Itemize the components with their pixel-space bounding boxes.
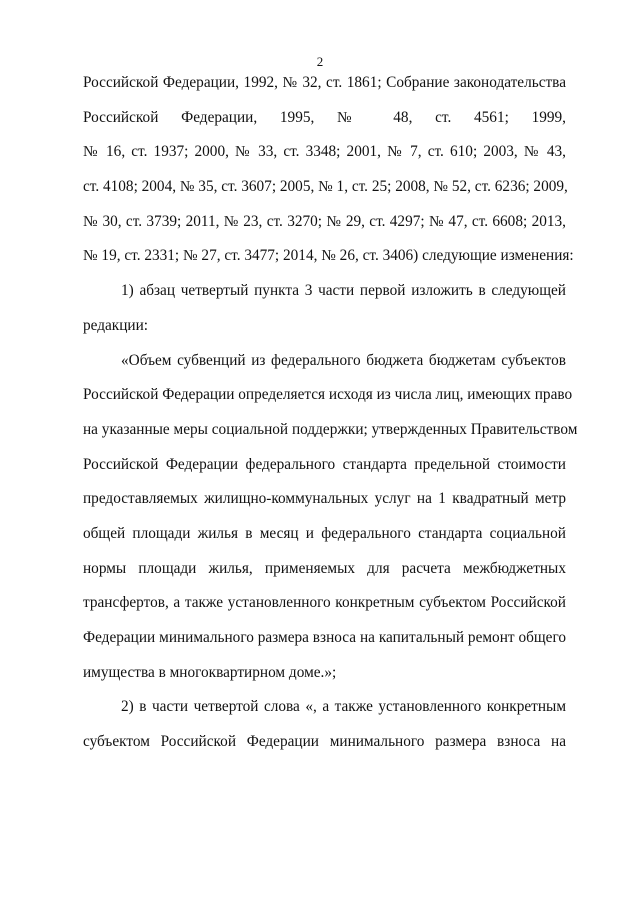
document-body bbox=[83, 66, 578, 760]
text-line: «Объем субвенций из федерального бюджета бюджетам субъектов bbox=[121, 351, 566, 369]
text-line: Российской Федерации федерального стандарта предельной стоимости bbox=[83, 455, 566, 473]
text-line: имущества в многоквартирном доме.»; bbox=[83, 663, 337, 681]
text-line: Российской Федерации, 1995, № 48, ст. 4561; 1999, bbox=[83, 108, 566, 126]
text-line: редакции: bbox=[83, 316, 149, 334]
text-line: трансфертов, а также установленного конкретным субъектом Российской bbox=[83, 594, 566, 612]
page-number: 2 bbox=[316, 54, 324, 69]
text-line: предоставляемых жилищно-коммунальных услуг на 1 квадратный метр bbox=[83, 490, 566, 508]
text-line: Российской Федерации определяется исходя из числа лиц, имеющих право bbox=[83, 386, 573, 404]
text-line: нормы площади жилья, применяемых для расчета межбюджетных bbox=[83, 559, 566, 577]
text-line: 1) абзац четвертый пункта 3 части первой изложить в следующей bbox=[121, 282, 566, 300]
text-line: № 16, ст. 1937; 2000, № 33, ст. 3348; 2001, № 7, ст. 610; 2003, № 43, bbox=[83, 143, 566, 161]
text-line: ст. 4108; 2004, № 35, ст. 3607; 2005, № 1, ст. 25; 2008, № 52, ст. 6236; 2009, bbox=[83, 178, 568, 196]
text-line: на указанные меры социальной поддержки; утвержденных Правительством bbox=[83, 420, 578, 438]
text-line: № 19, ст. 2331; № 27, ст. 3477; 2014, № 26, ст. 3406) следующие изменения: bbox=[83, 247, 574, 265]
text-line: субъектом Российской Федерации минимального размера взноса на bbox=[83, 733, 566, 751]
text-line: общей площади жилья в месяц и федерального стандарта социальной bbox=[83, 524, 566, 542]
text-line: Федерации минимального размера взноса на капитальный ремонт общего bbox=[83, 629, 566, 646]
text-line: Российской Федерации, 1992, № 32, ст. 1861; Собрание законодательства bbox=[83, 74, 566, 91]
text-line: № 30, ст. 3739; 2011, № 23, ст. 3270; № 29, ст. 4297; № 47, ст. 6608; 2013, bbox=[83, 212, 566, 230]
text-line: 2) в части четвертой слова «, а также установленного конкретным bbox=[121, 698, 566, 716]
